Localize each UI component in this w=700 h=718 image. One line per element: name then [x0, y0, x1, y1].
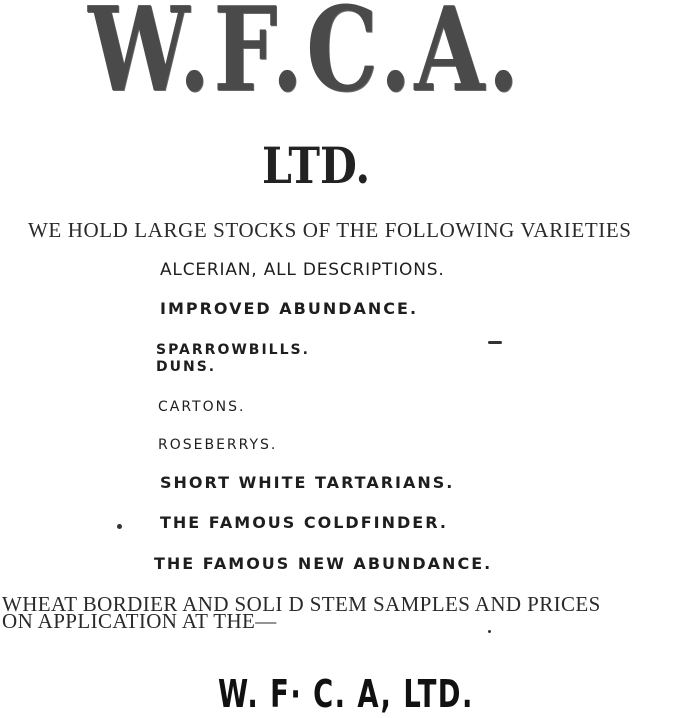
company-heading: W.F.C.A.: [88, 0, 523, 118]
company-suffix: LTD.: [262, 136, 371, 195]
variety-item: ROSEBERRYS.: [158, 437, 278, 453]
ink-speck: [117, 524, 122, 529]
intro-line: WE HOLD LARGE STOCKS OF THE FOLLOWING VARIETIES: [28, 218, 632, 242]
variety-item: CARTONS.: [158, 399, 246, 415]
variety-item: DUNS.: [156, 359, 217, 375]
variety-item: THE FAMOUS NEW ABUNDANCE.: [154, 554, 493, 573]
variety-item: ALCERIAN, ALL DESCRIPTIONS.: [160, 260, 445, 280]
ink-speck: [488, 630, 491, 633]
samples-notice: [2, 592, 601, 633]
variety-item: THE FAMOUS COLDFINDER.: [160, 513, 448, 532]
variety-item: SPARROWBILLS.: [156, 342, 310, 358]
variety-item: SHORT WHITE TARTARIANS.: [160, 473, 455, 492]
samples-line-2: ON APPLICATION AT THE—: [2, 609, 277, 633]
footer-company-name: W. F· C. A, LTD.: [218, 672, 474, 716]
samples-line-1: WHEAT BORDIER AND SOLI D STEM SAMPLES AND PRICES: [2, 592, 601, 616]
ink-speck: [488, 341, 502, 344]
variety-item: IMPROVED ABUNDANCE.: [160, 299, 419, 318]
